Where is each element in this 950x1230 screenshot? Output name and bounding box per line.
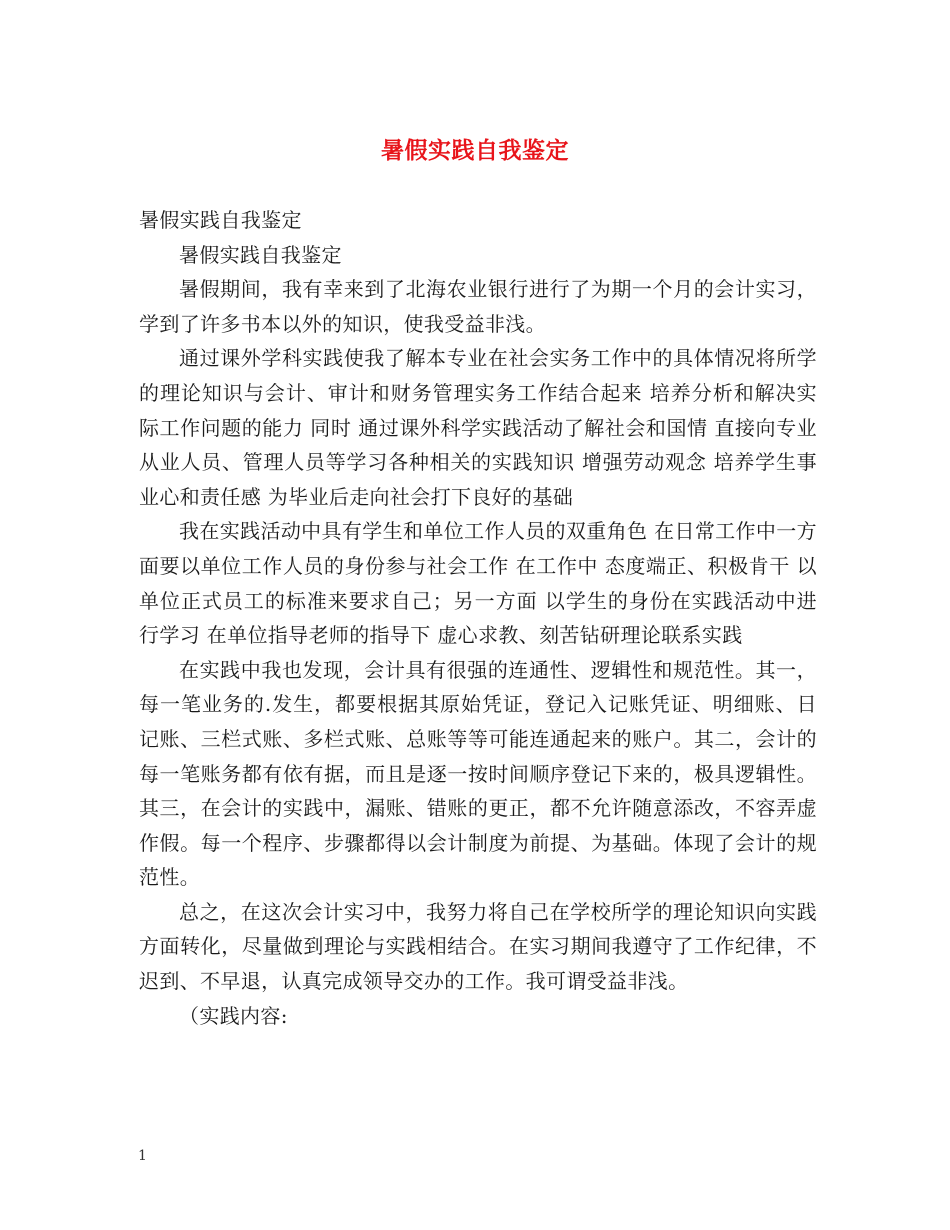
paragraph-heading: 暑假实践自我鉴定: [139, 208, 302, 232]
page-number: 1: [138, 1148, 147, 1164]
paragraph-accounting-findings: 在实践中我也发现，会计具有很强的连通性、逻辑性和规范性。其一，每一笔业务的.发生，都要根据其原始凭证，登记入记账凭证、明细账、日记账、三栏式账、多栏式账、总账等等可能连通起来的账户。其二，会计的每一笔账务都有依有据，而且是逐一按时间顺序登记下来的，极具逻辑性。其三，在会计的实践中，漏账、错账的更正，都不允许随意添改，不容弄虚作假。每一个程序、步骤都得以会计制度为前提、为基础。体现了会计的规范性。: [139, 657, 817, 890]
paragraph-intro: 暑假期间，我有幸来到了北海农业银行进行了为期一个月的会计实习，学到了许多书本以外的知识，使我受益非浅。: [139, 277, 817, 336]
paragraph-subheading: 暑假实践自我鉴定: [179, 242, 342, 267]
paragraph-dual-role: 我在实践活动中具有学生和单位工作人员的双重角色 在日常工作中一方面要以单位工作人员的身份参与社会工作 在工作中 态度端正、积极肯干 以单位正式员工的标准来要求自己；另一方面 以学生的身份在实践活动中进行学习 在单位指导老师的指导下 虚心求教、刻苦钻研理论联系实践: [139, 519, 817, 648]
paragraph-conclusion: 总之，在这次会计实习中，我努力将自己在学校所学的理论知识向实践方面转化，尽量做到理论与实践相结合。在实习期间我遵守了工作纪律，不迟到、不早退，认真完成领导交办的工作。我可谓受益非浅。: [139, 899, 817, 994]
paragraph-practice-purpose: 通过课外学科实践使我了解本专业在社会实务工作中的具体情况将所学的理论知识与会计、审计和财务管理实务工作结合起来 培养分析和解决实际工作问题的能力 同时 通过课外科学实践活动了解社会和国情 直接向专业从业人员、管理人员等学习各种相关的实践知识 增强劳动观念 培养学生事业心和责任感 为毕业后走向社会打下良好的基础: [139, 346, 817, 509]
document-body: [139, 203, 817, 1033]
document-title: 暑假实践自我鉴定: [381, 137, 569, 164]
paragraph-practice-content: （实践内容:: [179, 1003, 288, 1028]
